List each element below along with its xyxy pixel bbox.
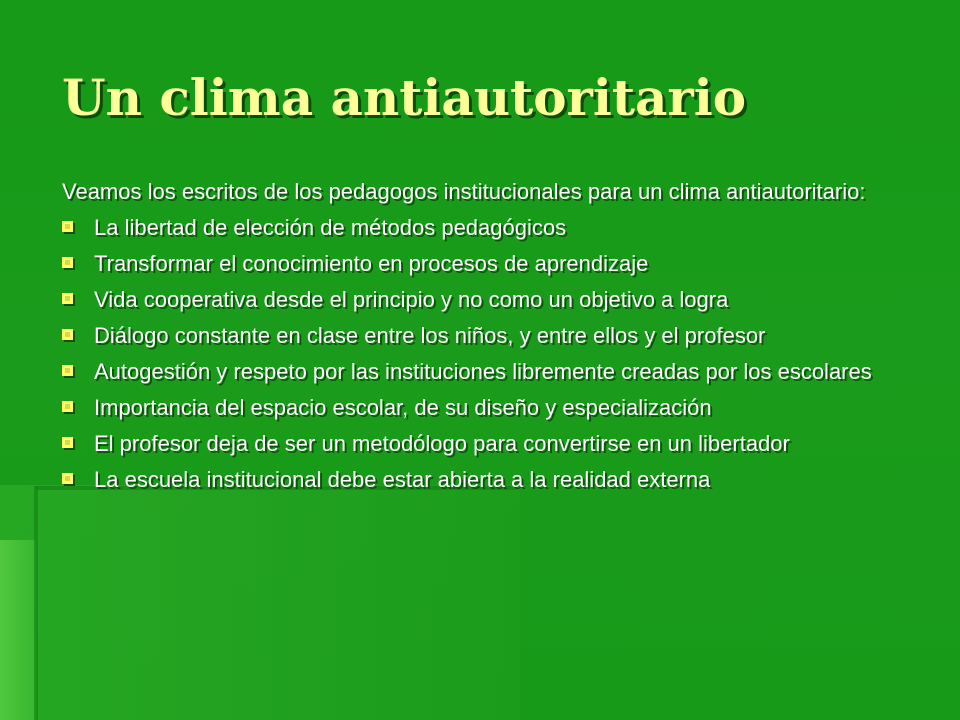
bullet-item — [62, 466, 882, 493]
decorative-band — [0, 485, 520, 720]
bullet-text: Importancia del espacio escolar, de su diseño y especialización — [94, 395, 712, 420]
bullet-item — [62, 322, 882, 349]
bullet-item — [62, 286, 882, 313]
bullet-text: La libertad de elección de métodos pedagógicos — [94, 215, 567, 240]
bullet-item — [62, 430, 882, 457]
decorative-band-left — [0, 540, 36, 720]
bullet-item — [62, 358, 882, 385]
bullet-item — [62, 214, 882, 241]
square-bullet-icon — [62, 365, 73, 376]
bullet-list — [62, 214, 882, 493]
square-bullet-icon — [62, 437, 73, 448]
slide-body — [62, 178, 882, 502]
square-bullet-icon — [62, 329, 73, 340]
square-bullet-icon — [62, 221, 73, 232]
square-bullet-icon — [62, 257, 73, 268]
bullet-item — [62, 250, 882, 277]
bullet-text: Diálogo constante en clase entre los niños, y entre ellos y el profesor — [94, 323, 766, 348]
square-bullet-icon — [62, 401, 73, 412]
bullet-item — [62, 394, 882, 421]
square-bullet-icon — [62, 473, 73, 484]
bullet-text: Autogestión y respeto por las instituciones libremente creadas por los escolares — [94, 359, 872, 384]
bullet-text: Transformar el conocimiento en procesos de aprendizaje — [94, 251, 649, 276]
bullet-text: Vida cooperativa desde el principio y no como un objetivo a logra — [94, 287, 729, 312]
bullet-text: El profesor deja de ser un metodólogo para convertirse en un libertador — [94, 431, 790, 456]
bullet-text: La escuela institucional debe estar abierta a la realidad externa — [94, 467, 711, 492]
intro-text: Veamos los escritos de los pedagogos institucionales para un clima antiautoritario: — [62, 179, 866, 204]
slide-title: Un clima antiautoritario — [62, 68, 747, 127]
square-bullet-icon — [62, 293, 73, 304]
decorative-line-vertical — [34, 486, 38, 720]
